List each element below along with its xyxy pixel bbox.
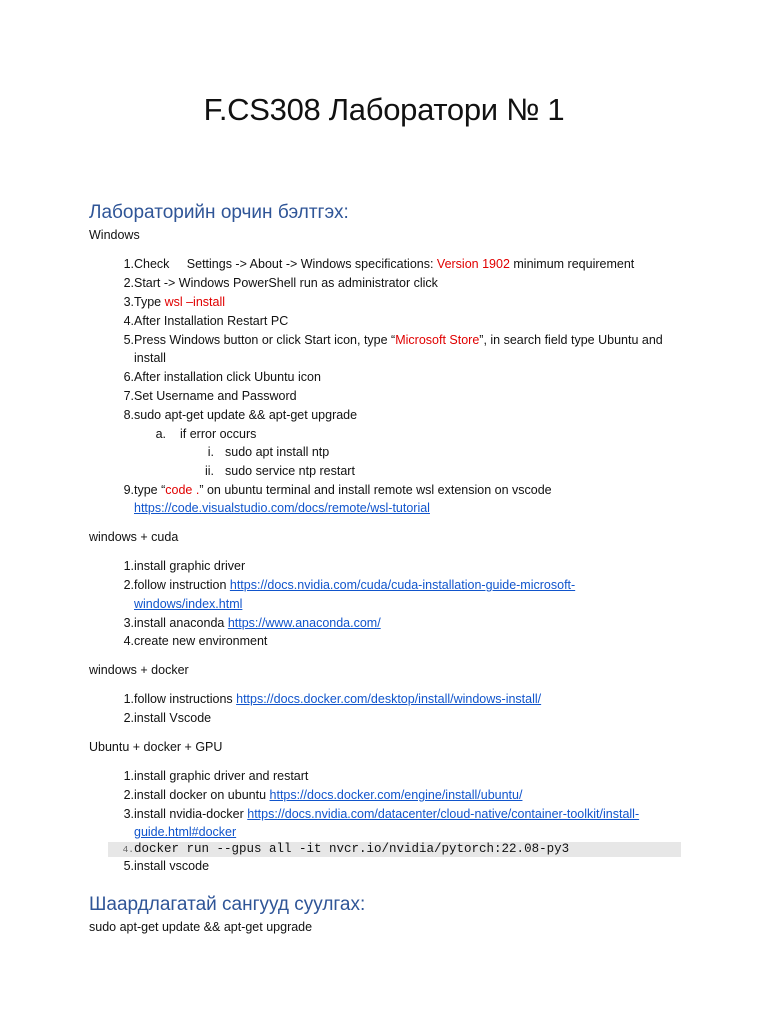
step-number: 6. (123, 370, 134, 384)
step-number: 1. (123, 257, 134, 271)
anaconda-link[interactable]: https://www.anaconda.com/ (227, 616, 381, 630)
step-number: 2. (123, 788, 134, 802)
step-number: 4. (123, 314, 134, 328)
docker-windows-link[interactable]: https://docs.docker.com/desktop/install/windows-install/ (236, 692, 542, 706)
step-number: 8. (123, 408, 134, 422)
step-text: Type (134, 295, 165, 309)
step-number: 3. (123, 807, 134, 821)
step-text: Start -> Windows PowerShell run as administrator click (134, 276, 438, 290)
step-number: a. (155, 427, 166, 441)
docker-label: windows + docker (89, 663, 189, 677)
docker-ubuntu-link[interactable]: https://docs.docker.com/engine/install/ubuntu/ (269, 788, 523, 802)
step-number: 4. (123, 634, 134, 648)
step-text: sudo apt-get update && apt-get upgrade (134, 408, 358, 422)
section-heading-libraries: Шаардлагатай сангууд суулгах: (89, 894, 366, 915)
cuda-label: windows + cuda (89, 530, 179, 544)
step-text: install graphic driver (134, 559, 246, 573)
step-text: install vscode (134, 859, 210, 873)
step-text: install docker on ubuntu (134, 788, 270, 802)
step-number: 5. (123, 859, 134, 873)
step-text: install Vscode (134, 711, 212, 725)
step-number: 4. (122, 844, 134, 855)
highlight-text: code . (165, 483, 200, 497)
step-text-continued: install (134, 351, 166, 365)
step-number: 7. (123, 389, 134, 403)
step-text: follow instruction (134, 578, 230, 592)
step-text: install graphic driver and restart (134, 769, 309, 783)
step-text: Set Username and Password (134, 389, 297, 403)
highlight-text: Version 1902 (436, 257, 510, 271)
highlight-text: wsl –install (164, 295, 226, 309)
step-text: install nvidia-docker (134, 807, 248, 821)
step-number: 9. (123, 483, 134, 497)
step-text: follow instructions (134, 692, 237, 706)
step-text: install anaconda (134, 616, 228, 630)
page-title: F.CS308 Лаборатори № 1 (203, 92, 565, 127)
step-text: sudo apt install ntp (225, 445, 330, 459)
highlight-text: Microsoft Store (395, 333, 480, 347)
step-text: Press Windows button or click Start icon, type “ (134, 333, 396, 347)
step-text: if error occurs (180, 427, 257, 441)
step-text: Check Settings -> About -> Windows specifications: (134, 257, 437, 271)
step-number: 5. (123, 333, 134, 347)
step-text: create new environment (134, 634, 268, 648)
nvidia-docker-link-continued[interactable]: guide.html#docker (134, 825, 237, 839)
section-heading-lab-setup: Лабораторийн орчин бэлтгэх: (89, 202, 349, 223)
step-text: After Installation Restart PC (134, 314, 289, 328)
step-number: 1. (123, 692, 134, 706)
step-number: 2. (123, 276, 134, 290)
step-text: After installation click Ubuntu icon (134, 370, 321, 384)
step-number: ii. (204, 464, 214, 478)
step-number: 3. (123, 295, 134, 309)
step-number: 1. (123, 769, 134, 783)
step-text-end: ”, in search field type Ubuntu and (479, 333, 663, 347)
step-text: type “ (134, 483, 166, 497)
step-number: 2. (123, 578, 134, 592)
windows-label: Windows (89, 228, 140, 242)
libraries-command: sudo apt-get update && apt-get upgrade (89, 920, 313, 934)
cuda-guide-link[interactable]: https://docs.nvidia.com/cuda/cuda-installation-guide-microsoft- (229, 578, 576, 592)
docker-run-command: docker run --gpus all -it nvcr.io/nvidia/pytorch:22.08-py3 (134, 842, 570, 856)
step-number: 2. (123, 711, 134, 725)
step-text: sudo service ntp restart (225, 464, 355, 478)
step-number: i. (207, 445, 214, 459)
step-text-end: minimum requirement (509, 257, 635, 271)
step-number: 3. (123, 616, 134, 630)
step-text-end: ” on ubuntu terminal and install remote wsl extension on vscode (199, 483, 552, 497)
gpu-label: Ubuntu + docker + GPU (89, 740, 223, 754)
nvidia-docker-link[interactable]: https://docs.nvidia.com/datacenter/cloud-native/container-toolkit/install- (247, 807, 640, 821)
wsl-tutorial-link[interactable]: https://code.visualstudio.com/docs/remote/wsl-tutorial (134, 501, 430, 515)
step-number: 1. (123, 559, 134, 573)
cuda-guide-link-continued[interactable]: windows/index.html (134, 597, 243, 611)
